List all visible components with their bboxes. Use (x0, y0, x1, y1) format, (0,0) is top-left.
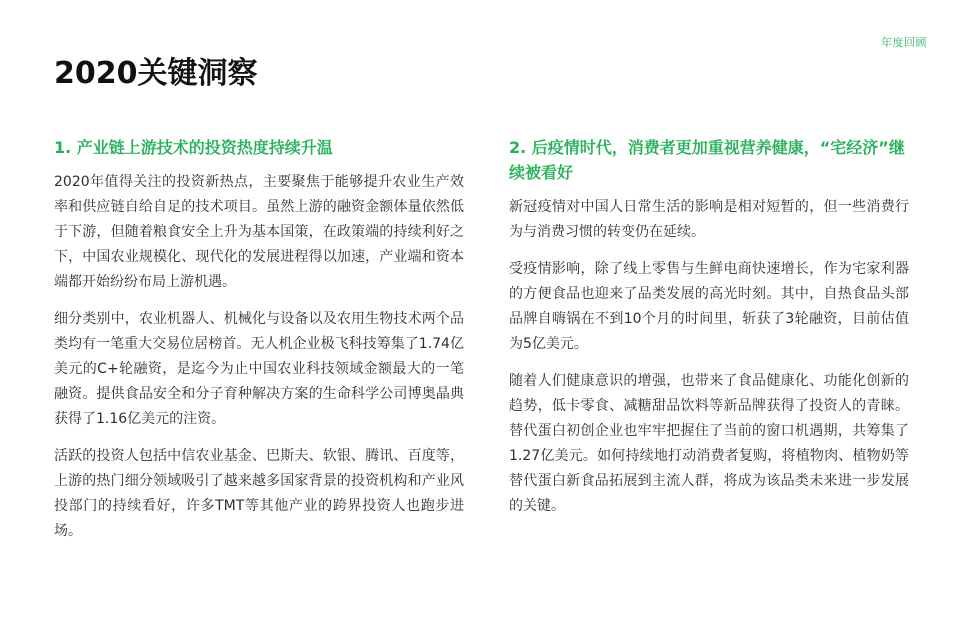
left-column-heading: 1. 产业链上游技术的投资热度持续升温 (54, 138, 333, 157)
right-paragraph-3: 随着人们健康意识的增强，也带来了食品健康化、功能化创新的趋势，低卡零食、减糖甜品饮料等新品牌获得了投资人的青睐。替代蛋白初创企业也牢牢把握住了当前的窗口机遇期，共筹集了1.27亿美元。如何持续地打动消费者复购，将植物肉、植物奶等替代蛋白新食品拓展到主流人群，将成为该品类未来进一步发展的关键。 (509, 373, 909, 514)
left-paragraph-3: 活跃的投资人包括中信农业基金、巴斯夫、软银、腾讯、百度等，上游的热门细分领域吸引了越来越多国家背景的投资机构和产业风投部门的持续看好，许多TMT等其他产业的跨界投资人也跑步进场。 (54, 448, 464, 539)
section-tag: 年度回顾 (881, 36, 927, 49)
left-column (54, 135, 464, 556)
left-paragraph-1: 2020年值得关注的投资新热点，主要聚焦于能够提升农业生产效率和供应链自给自足的技术项目。虽然上游的融资金额体量依然低于下游，但随着粮食安全上升为基本国策，在政策端的持续利好之下，中国农业规模化、现代化的发展进程得以加速，产业端和资本端都开始纷纷布局上游机遇。 (54, 174, 464, 290)
right-column-heading: 2. 后疫情时代，消费者更加重视营养健康，“宅经济”继续被看好 (509, 138, 905, 182)
page-title: 2020关键洞察 (54, 56, 258, 91)
right-column (509, 135, 909, 531)
right-paragraph-2: 受疫情影响，除了线上零售与生鲜电商快速增长，作为宅家利器的方便食品也迎来了品类发展的高光时刻。其中，自热食品头部品牌自嗨锅在不到10个月的时间里，斩获了3轮融资，目前估值为5亿美元。 (509, 261, 909, 352)
right-paragraph-1: 新冠疫情对中国人日常生活的影响是相对短暂的，但一些消费行为与消费习惯的转变仍在延续。 (509, 199, 909, 240)
left-paragraph-2: 细分类别中，农业机器人、机械化与设备以及农用生物技术两个品类均有一笔重大交易位居榜首。无人机企业极飞科技筹集了1.74亿美元的C+轮融资，是迄今为止中国农业科技领域金额最大的一笔融资。提供食品安全和分子育种解决方案的生命科学公司博奥晶典获得了1.16亿美元的注资。 (54, 311, 464, 427)
